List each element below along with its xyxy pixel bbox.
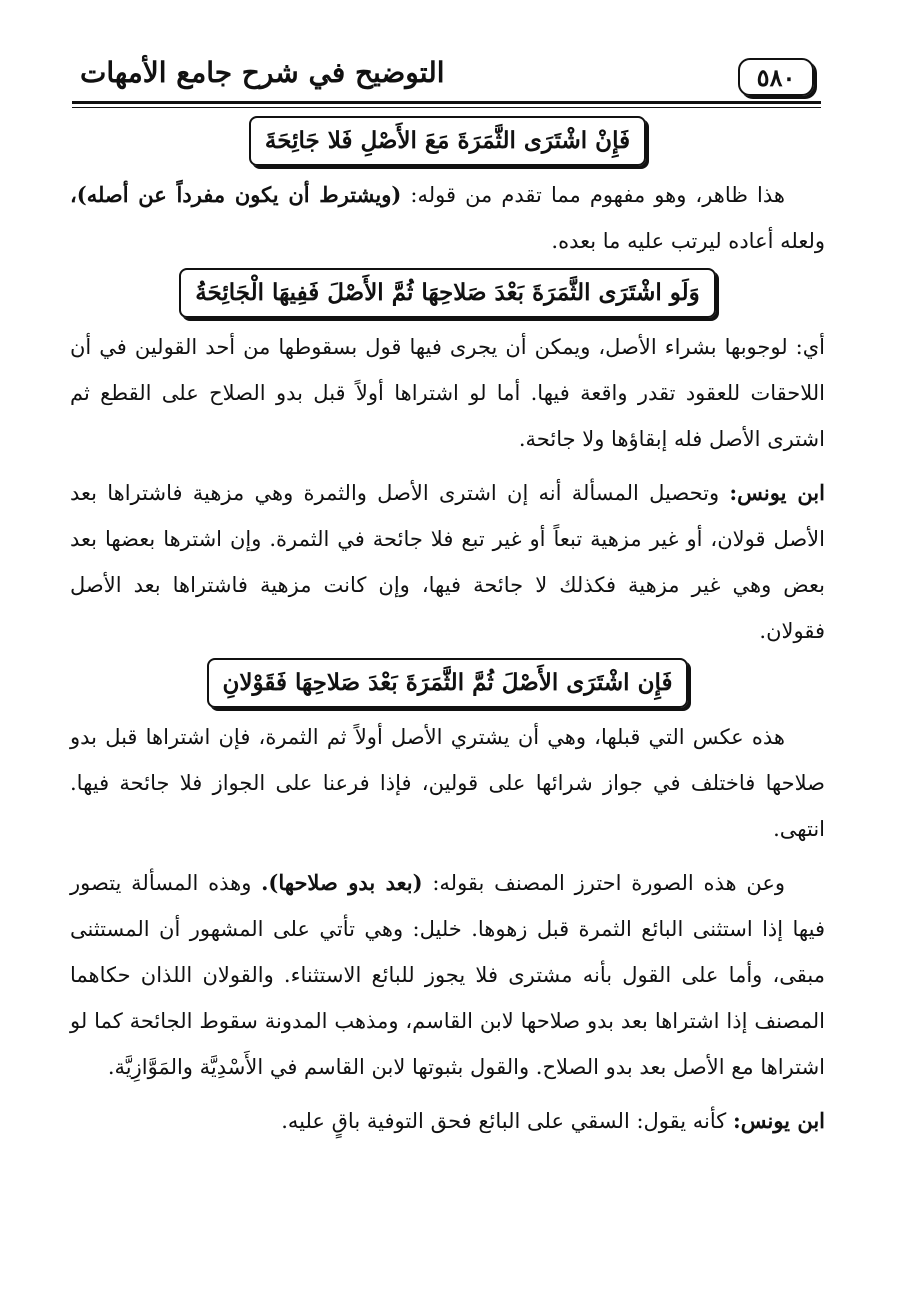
paragraph-1-quote: (ويشترط أن يكون مفرداً عن أصله)، — [70, 182, 402, 207]
paragraph-4: هذه عكس التي قبلها، وهي أن يشتري الأصل أولاً ثم الثمرة، فإن اشتراها قبل بدو صلاحها فاختلف في جواز شرائها على قولين، فإذا فرعنا على الجواز فلا جائحة فيها. انتهى. — [70, 725, 825, 841]
paragraph-6-text: كأنه يقول: السقي على البائع فحق التوفية باقٍ عليه. — [281, 1109, 733, 1133]
header-rule — [72, 101, 821, 108]
paragraph-5-text: وهذه المسألة يتصور فيها إذا استثنى البائع الثمرة قبل زهوها. خليل: وهي تأتي على المشهور أن المستثنى مبقى، وأما على القول بأنه مشترى فلا يجوز للبائع الاستثناء. والقولان اللذان حكاهما المصنف إذا اشتراها بعد بدو صلاحها لابن القاسم، ومذهب المدونة سقوط الجائحة كما لو اشتراها مع الأصل بعد بدو الصلاح. والقول بثبوتها لابن القاسم في الأَسْدِيَّة والمَوَّازِيَّة. — [70, 871, 825, 1079]
paragraph-1-tail: ولعله أعاده ليرتب عليه ما بعده. — [551, 229, 825, 253]
paragraph-5-lead: وعن هذه الصورة احترز المصنف بقوله: — [422, 871, 786, 895]
paragraph-3-author: ابن يونس: — [729, 480, 825, 505]
paragraph-6-author: ابن يونس: — [732, 1108, 825, 1133]
paragraph-5 — [70, 860, 825, 1090]
paragraph-2: أي: لوجوبها بشراء الأصل، ويمكن أن يجرى فيها قول بسقوطها من أحد القولين في أن اللاحقات للعقود تقدر واقعة فيها. أما لو اشتراها أولاً قبل بدو الصلاح على القطع ثم اشترى الأصل فله إبقاؤها ولا جائحة. — [70, 335, 825, 451]
paragraph-1 — [70, 172, 825, 264]
main-text — [70, 112, 825, 1144]
paragraph-6 — [70, 1098, 825, 1144]
paragraph-3-text: وتحصيل المسألة أنه إن اشترى الأصل والثمرة وهي مزهية فاشتراها بعد الأصل قولان، أو غير مزهية تبعاً أو غير تبع فلا جائحة في الثمرة. وإن اشترها بعضها بعد بعض وهي غير مزهية فكذلك لا جائحة فيها، وإن كانت مزهية فاشتراها بعد الأصل فقولان. — [70, 481, 825, 643]
paragraph-5-quote: (بعد بدو صلاحها). — [261, 870, 423, 895]
paragraph-3 — [70, 470, 825, 654]
section-heading-3: فَإِن اشْتَرَى الأَصْلَ ثُمَّ الثَّمَرَةَ بَعْدَ صَلاحِهَا فَقَوْلانِ — [207, 658, 689, 708]
section-heading-2: وَلَو اشْتَرَى الثَّمَرَةَ بَعْدَ صَلاحِهَا ثُمَّ الأَصْلَ فَفِيهَا الْجَائِحَةُ — [179, 268, 716, 318]
paragraph-1-lead: هذا ظاهر، وهو مفهوم مما تقدم من قوله: — [401, 183, 785, 207]
page-number: ٥٨٠ — [738, 58, 814, 96]
running-title: التوضيح في شرح جامع الأمهات — [80, 56, 445, 89]
page-header — [72, 52, 822, 102]
section-heading-1: فَإِنْ اشْتَرَى الثَّمَرَةَ مَعَ الأَصْلِ فَلا جَائِحَةَ — [249, 116, 646, 166]
